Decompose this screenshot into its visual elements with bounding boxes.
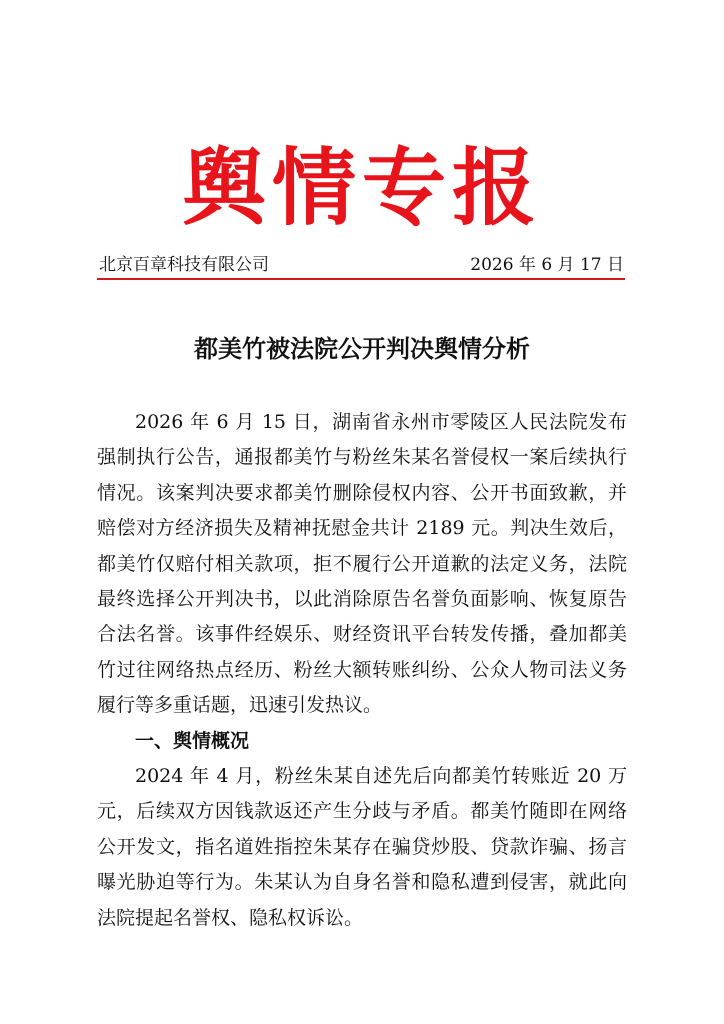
header-divider	[97, 278, 625, 280]
masthead-title: 舆情专报	[181, 139, 542, 237]
document-body	[97, 405, 627, 936]
section-paragraph: 2024 年 4 月，粉丝朱某自述先后向都美竹转账近 20 万元，后续双方因钱款返还产生分歧与矛盾。都美竹随即在网络公开发文，指名道姓指控朱某存在骗贷炒股、贷款诈骗、扬言曝光胁迫等行为。朱某认为自身名誉和隐私遭到侵害，就此向法院提起名誉权、隐私权诉讼。	[97, 765, 627, 929]
document-header	[99, 252, 624, 278]
intro-paragraph: 2026 年 6 月 15 日，湖南省永州市零陵区人民法院发布强制执行公告，通报都美竹与粉丝朱某名誉侵权一案后续执行情况。该案判决要求都美竹删除侵权内容、公开书面致歉，并赔偿对方经济损失及精神抚慰金共计 2189 元。判决生效后，都美竹仅赔付相关款项，拒不履行公开道歉的法定义务，法院最终选择公开判决书，以此消除原告名誉负面影响、恢复原告合法名誉。该事件经娱乐、财经资讯平台转发传播，叠加都美竹过往网络热点经历、粉丝大额转账纠纷、公众人物司法义务履行等多重话题，迅速引发热议。	[97, 411, 627, 717]
issue-date: 2026 年 6 月 17 日	[470, 255, 624, 275]
section-heading: 一、舆情概况	[135, 729, 250, 752]
issuing-company: 北京百章科技有限公司	[99, 255, 269, 275]
document-title: 都美竹被法院公开判决舆情分析	[194, 335, 530, 363]
